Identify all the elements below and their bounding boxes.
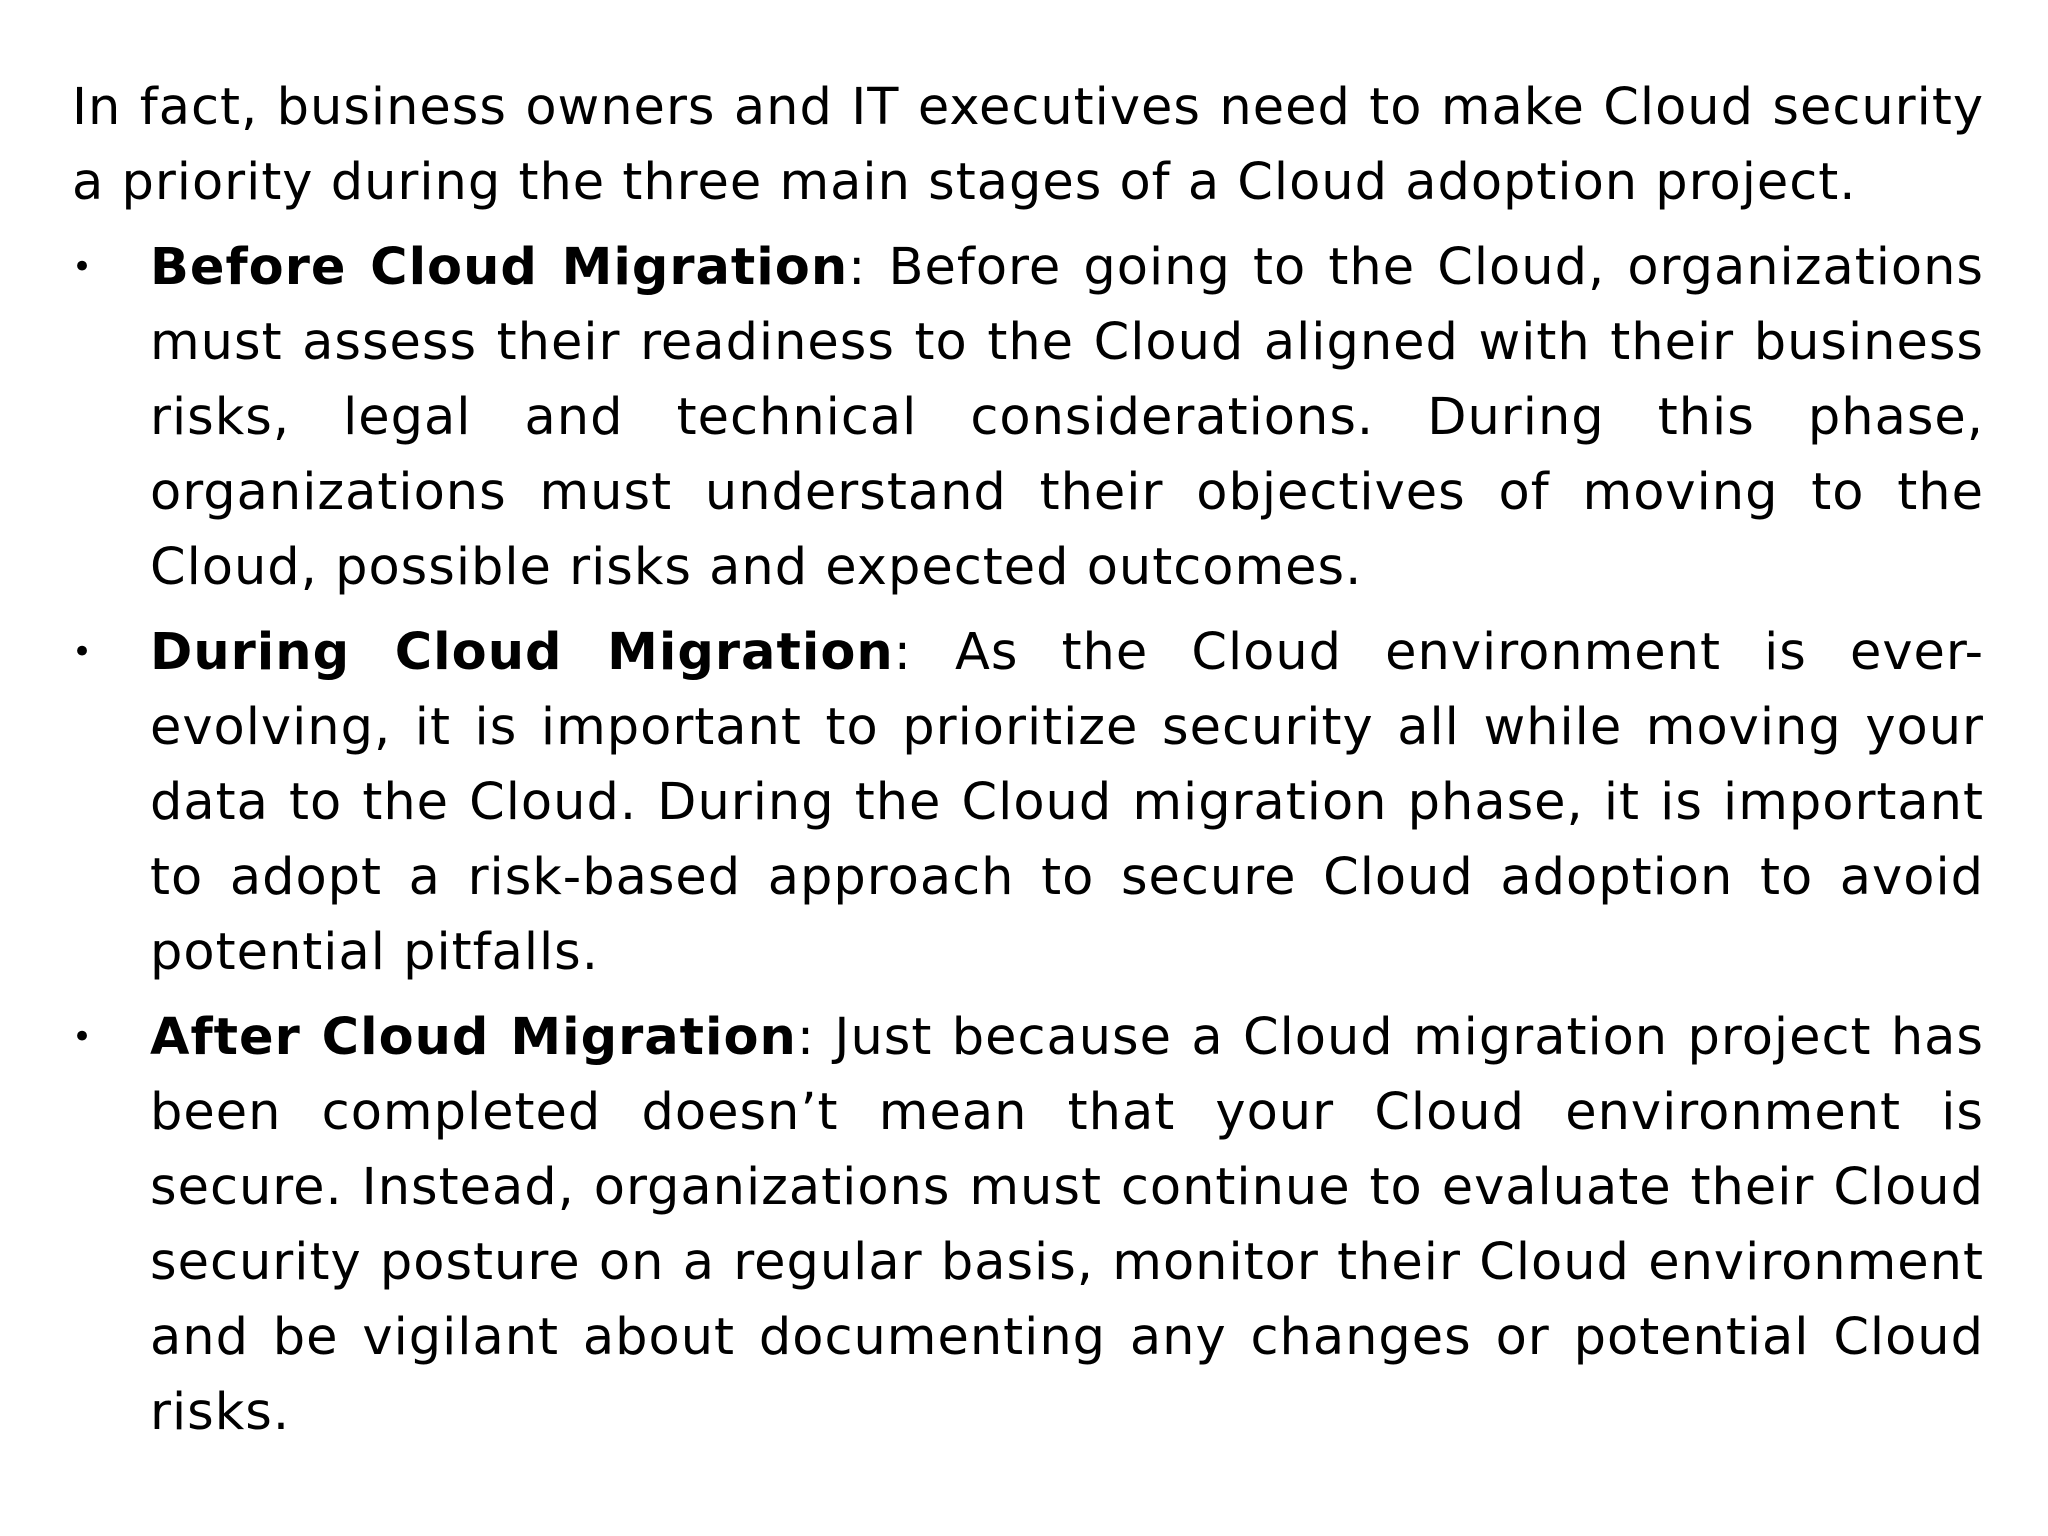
stage-description: As the Cloud environment is ever-evolving, it is important to prioritize security all while moving your data to the Cloud. During the Cloud migration phase, it is important to adopt a risk-based approach to secure Cloud adoption to avoid potential pitfalls. — [150, 623, 1984, 982]
document-page — [72, 70, 1984, 1460]
bullet-icon: • — [72, 1017, 94, 1057]
list-item-during-migration — [72, 615, 1984, 990]
list-item-after-migration — [72, 1000, 1984, 1450]
stage-term: During Cloud Migration — [150, 623, 894, 682]
bullet-icon: • — [72, 247, 94, 287]
migration-stages-list — [72, 230, 1984, 1450]
intro-paragraph: In fact, business owners and IT executives need to make Cloud security a priority during the three main stages of a Cloud adoption project. — [72, 78, 1984, 212]
stage-description: Before going to the Cloud, organizations must assess their readiness to the Cloud aligned with their business risks, legal and technical considerations. During this phase, organizations must understand their objectives of moving to the Cloud, possible risks and expected outcomes. — [150, 238, 1985, 597]
stage-term: Before Cloud Migration — [150, 238, 849, 297]
stage-description: Just because a Cloud migration project has been completed doesn’t mean that your Cloud environment is secure. Instead, organizations must continue to evaluate their Cloud security posture on a regular basis, monitor their Cloud environment and be vigilant about documenting any changes or potential Cloud risks. — [150, 1008, 1984, 1442]
term-separator: : — [796, 1008, 816, 1067]
list-item-before-migration — [72, 230, 1984, 605]
stage-term: After Cloud Migration — [150, 1008, 797, 1067]
term-separator: : — [848, 238, 867, 297]
bullet-icon: • — [72, 632, 94, 672]
term-separator: : — [893, 623, 912, 682]
